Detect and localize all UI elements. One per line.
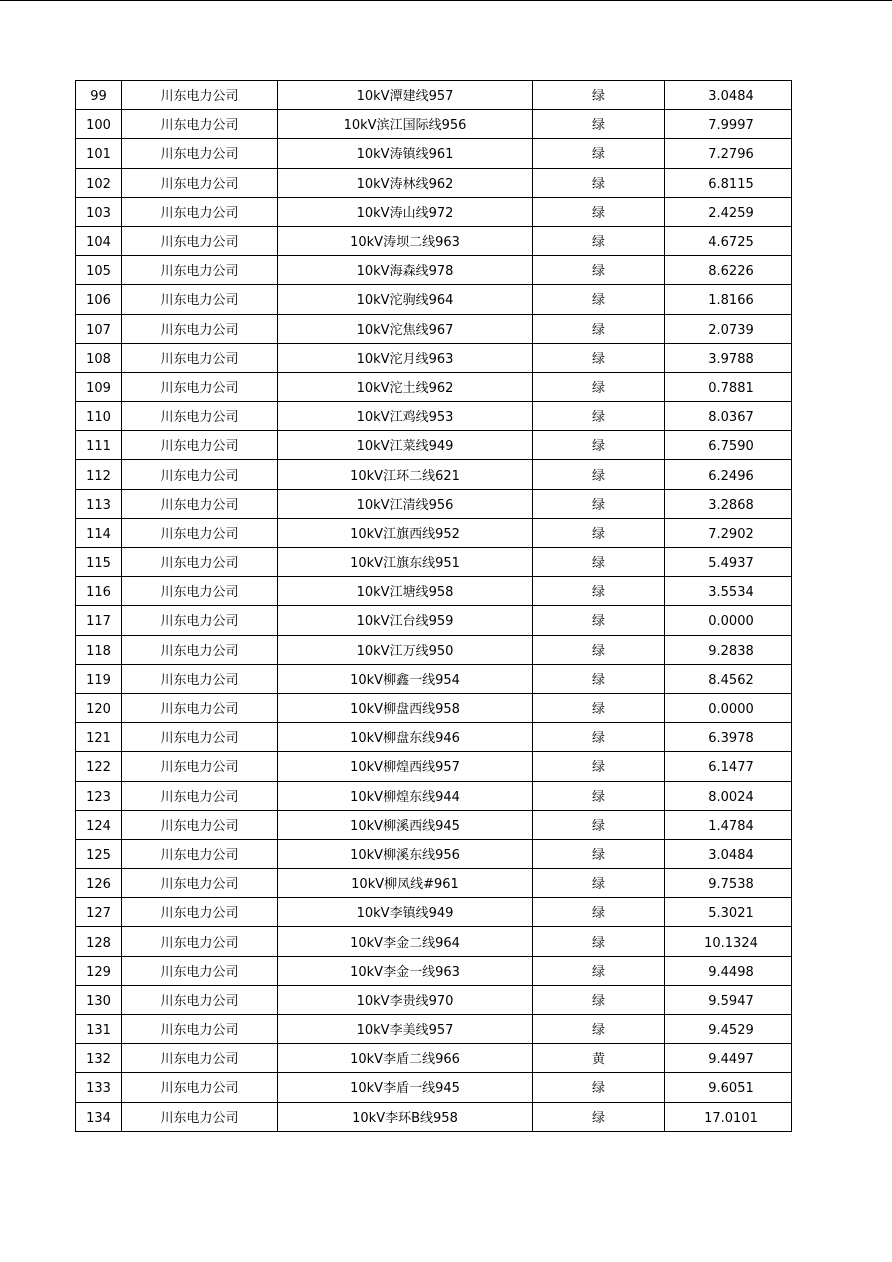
row-number-cell: 102	[76, 168, 122, 197]
company-cell: 川东电力公司	[122, 110, 278, 139]
line-name-cell: 10kV江旗西线952	[278, 518, 533, 547]
line-status-table	[75, 80, 792, 1132]
line-name-cell: 10kV李镇线949	[278, 898, 533, 927]
company-cell: 川东电力公司	[122, 139, 278, 168]
status-cell: 绿	[533, 898, 665, 927]
table-row	[76, 927, 792, 956]
line-name-cell: 10kV李金一线963	[278, 956, 533, 985]
company-cell: 川东电力公司	[122, 577, 278, 606]
table-row	[76, 869, 792, 898]
table-row	[76, 723, 792, 752]
line-name-cell: 10kV滨江国际线956	[278, 110, 533, 139]
line-name-cell: 10kV柳溪西线945	[278, 810, 533, 839]
value-cell: 4.6725	[665, 226, 792, 255]
line-name-cell: 10kV李环B线958	[278, 1102, 533, 1131]
table-row	[76, 314, 792, 343]
company-cell: 川东电力公司	[122, 869, 278, 898]
row-number-cell: 126	[76, 869, 122, 898]
value-cell: 9.7538	[665, 869, 792, 898]
line-name-cell: 10kV柳凤线#961	[278, 869, 533, 898]
company-cell: 川东电力公司	[122, 898, 278, 927]
table-row	[76, 606, 792, 635]
table-row	[76, 402, 792, 431]
status-cell: 绿	[533, 1015, 665, 1044]
table-row	[76, 577, 792, 606]
value-cell: 3.5534	[665, 577, 792, 606]
line-name-cell: 10kV李贵线970	[278, 985, 533, 1014]
value-cell: 9.4529	[665, 1015, 792, 1044]
status-cell: 绿	[533, 431, 665, 460]
line-name-cell: 10kV沱焦线967	[278, 314, 533, 343]
line-name-cell: 10kV江万线950	[278, 635, 533, 664]
line-name-cell: 10kV柳鑫一线954	[278, 664, 533, 693]
company-cell: 川东电力公司	[122, 372, 278, 401]
value-cell: 9.5947	[665, 985, 792, 1014]
value-cell: 2.0739	[665, 314, 792, 343]
company-cell: 川东电力公司	[122, 285, 278, 314]
row-number-cell: 117	[76, 606, 122, 635]
line-name-cell: 10kV柳溪东线956	[278, 839, 533, 868]
row-number-cell: 104	[76, 226, 122, 255]
row-number-cell: 106	[76, 285, 122, 314]
company-cell: 川东电力公司	[122, 256, 278, 285]
value-cell: 0.0000	[665, 606, 792, 635]
table-row	[76, 489, 792, 518]
value-cell: 6.3978	[665, 723, 792, 752]
value-cell: 1.8166	[665, 285, 792, 314]
value-cell: 8.0367	[665, 402, 792, 431]
row-number-cell: 114	[76, 518, 122, 547]
row-number-cell: 112	[76, 460, 122, 489]
table-row	[76, 548, 792, 577]
row-number-cell: 128	[76, 927, 122, 956]
value-cell: 0.0000	[665, 693, 792, 722]
table-row	[76, 226, 792, 255]
company-cell: 川东电力公司	[122, 343, 278, 372]
top-border-line	[0, 0, 892, 1]
status-cell: 绿	[533, 1102, 665, 1131]
value-cell: 10.1324	[665, 927, 792, 956]
value-cell: 5.4937	[665, 548, 792, 577]
row-number-cell: 129	[76, 956, 122, 985]
line-name-cell: 10kV涛坝二线963	[278, 226, 533, 255]
company-cell: 川东电力公司	[122, 402, 278, 431]
table-row	[76, 693, 792, 722]
company-cell: 川东电力公司	[122, 226, 278, 255]
company-cell: 川东电力公司	[122, 1015, 278, 1044]
line-name-cell: 10kV涛镇线961	[278, 139, 533, 168]
table-row	[76, 635, 792, 664]
value-cell: 8.0024	[665, 781, 792, 810]
status-cell: 绿	[533, 956, 665, 985]
row-number-cell: 130	[76, 985, 122, 1014]
row-number-cell: 125	[76, 839, 122, 868]
line-name-cell: 10kV江鸡线953	[278, 402, 533, 431]
line-name-cell: 10kV江旗东线951	[278, 548, 533, 577]
company-cell: 川东电力公司	[122, 460, 278, 489]
company-cell: 川东电力公司	[122, 752, 278, 781]
row-number-cell: 100	[76, 110, 122, 139]
value-cell: 3.0484	[665, 839, 792, 868]
status-cell: 绿	[533, 226, 665, 255]
row-number-cell: 108	[76, 343, 122, 372]
company-cell: 川东电力公司	[122, 1044, 278, 1073]
value-cell: 6.2496	[665, 460, 792, 489]
value-cell: 7.2796	[665, 139, 792, 168]
status-cell: 绿	[533, 285, 665, 314]
status-cell: 绿	[533, 548, 665, 577]
status-cell: 绿	[533, 752, 665, 781]
company-cell: 川东电力公司	[122, 839, 278, 868]
table-row	[76, 985, 792, 1014]
table-row	[76, 956, 792, 985]
table-row	[76, 256, 792, 285]
status-cell: 绿	[533, 489, 665, 518]
status-cell: 绿	[533, 635, 665, 664]
table-row	[76, 1044, 792, 1073]
table-body	[76, 81, 792, 1132]
table-row	[76, 1073, 792, 1102]
company-cell: 川东电力公司	[122, 548, 278, 577]
value-cell: 1.4784	[665, 810, 792, 839]
value-cell: 9.4498	[665, 956, 792, 985]
line-name-cell: 10kV柳煌西线957	[278, 752, 533, 781]
value-cell: 6.8115	[665, 168, 792, 197]
table-row	[76, 285, 792, 314]
value-cell: 8.6226	[665, 256, 792, 285]
company-cell: 川东电力公司	[122, 314, 278, 343]
line-name-cell: 10kV李美线957	[278, 1015, 533, 1044]
line-name-cell: 10kV江环二线621	[278, 460, 533, 489]
row-number-cell: 120	[76, 693, 122, 722]
company-cell: 川东电力公司	[122, 606, 278, 635]
row-number-cell: 107	[76, 314, 122, 343]
status-cell: 绿	[533, 168, 665, 197]
status-cell: 绿	[533, 81, 665, 110]
row-number-cell: 105	[76, 256, 122, 285]
value-cell: 17.0101	[665, 1102, 792, 1131]
status-cell: 绿	[533, 518, 665, 547]
company-cell: 川东电力公司	[122, 1102, 278, 1131]
line-name-cell: 10kV江台线959	[278, 606, 533, 635]
value-cell: 3.2868	[665, 489, 792, 518]
row-number-cell: 122	[76, 752, 122, 781]
table-row	[76, 81, 792, 110]
company-cell: 川东电力公司	[122, 168, 278, 197]
table-row	[76, 460, 792, 489]
company-cell: 川东电力公司	[122, 197, 278, 226]
value-cell: 7.2902	[665, 518, 792, 547]
status-cell: 绿	[533, 256, 665, 285]
line-name-cell: 10kV江菜线949	[278, 431, 533, 460]
line-name-cell: 10kV沱驹线964	[278, 285, 533, 314]
table-row	[76, 518, 792, 547]
value-cell: 8.4562	[665, 664, 792, 693]
table-row	[76, 343, 792, 372]
status-cell: 绿	[533, 372, 665, 401]
table-row	[76, 898, 792, 927]
status-cell: 绿	[533, 839, 665, 868]
row-number-cell: 110	[76, 402, 122, 431]
line-name-cell: 10kV涛山线972	[278, 197, 533, 226]
status-cell: 绿	[533, 110, 665, 139]
status-cell: 绿	[533, 343, 665, 372]
company-cell: 川东电力公司	[122, 810, 278, 839]
table-row	[76, 1015, 792, 1044]
status-cell: 绿	[533, 139, 665, 168]
company-cell: 川东电力公司	[122, 723, 278, 752]
value-cell: 0.7881	[665, 372, 792, 401]
status-cell: 绿	[533, 927, 665, 956]
value-cell: 2.4259	[665, 197, 792, 226]
line-name-cell: 10kV柳盘西线958	[278, 693, 533, 722]
status-cell: 绿	[533, 985, 665, 1014]
table-row	[76, 810, 792, 839]
value-cell: 3.0484	[665, 81, 792, 110]
company-cell: 川东电力公司	[122, 81, 278, 110]
row-number-cell: 134	[76, 1102, 122, 1131]
line-name-cell: 10kV李金二线964	[278, 927, 533, 956]
status-cell: 绿	[533, 810, 665, 839]
status-cell: 绿	[533, 460, 665, 489]
table-row	[76, 431, 792, 460]
row-number-cell: 119	[76, 664, 122, 693]
company-cell: 川东电力公司	[122, 927, 278, 956]
row-number-cell: 123	[76, 781, 122, 810]
company-cell: 川东电力公司	[122, 635, 278, 664]
table-row	[76, 1102, 792, 1131]
line-name-cell: 10kV沱土线962	[278, 372, 533, 401]
row-number-cell: 124	[76, 810, 122, 839]
row-number-cell: 131	[76, 1015, 122, 1044]
status-cell: 绿	[533, 723, 665, 752]
row-number-cell: 103	[76, 197, 122, 226]
row-number-cell: 118	[76, 635, 122, 664]
line-name-cell: 10kV江塘线958	[278, 577, 533, 606]
table-row	[76, 752, 792, 781]
company-cell: 川东电力公司	[122, 489, 278, 518]
company-cell: 川东电力公司	[122, 1073, 278, 1102]
status-cell: 绿	[533, 869, 665, 898]
row-number-cell: 116	[76, 577, 122, 606]
value-cell: 9.6051	[665, 1073, 792, 1102]
value-cell: 7.9997	[665, 110, 792, 139]
row-number-cell: 99	[76, 81, 122, 110]
line-name-cell: 10kV李盾一线945	[278, 1073, 533, 1102]
value-cell: 9.2838	[665, 635, 792, 664]
status-cell: 黄	[533, 1044, 665, 1073]
table-row	[76, 781, 792, 810]
company-cell: 川东电力公司	[122, 781, 278, 810]
value-cell: 6.7590	[665, 431, 792, 460]
table-row	[76, 664, 792, 693]
line-name-cell: 10kV海森线978	[278, 256, 533, 285]
table-row	[76, 197, 792, 226]
value-cell: 3.9788	[665, 343, 792, 372]
company-cell: 川东电力公司	[122, 664, 278, 693]
company-cell: 川东电力公司	[122, 985, 278, 1014]
status-cell: 绿	[533, 197, 665, 226]
line-name-cell: 10kV柳煌东线944	[278, 781, 533, 810]
line-name-cell: 10kV涛林线962	[278, 168, 533, 197]
table-row	[76, 110, 792, 139]
status-cell: 绿	[533, 577, 665, 606]
status-cell: 绿	[533, 1073, 665, 1102]
company-cell: 川东电力公司	[122, 431, 278, 460]
value-cell: 9.4497	[665, 1044, 792, 1073]
line-name-cell: 10kV柳盘东线946	[278, 723, 533, 752]
row-number-cell: 111	[76, 431, 122, 460]
row-number-cell: 101	[76, 139, 122, 168]
line-name-cell: 10kV江清线956	[278, 489, 533, 518]
row-number-cell: 121	[76, 723, 122, 752]
value-cell: 6.1477	[665, 752, 792, 781]
row-number-cell: 127	[76, 898, 122, 927]
company-cell: 川东电力公司	[122, 956, 278, 985]
value-cell: 5.3021	[665, 898, 792, 927]
status-cell: 绿	[533, 664, 665, 693]
row-number-cell: 132	[76, 1044, 122, 1073]
company-cell: 川东电力公司	[122, 693, 278, 722]
status-cell: 绿	[533, 606, 665, 635]
line-name-cell: 10kV李盾二线966	[278, 1044, 533, 1073]
table-row	[76, 372, 792, 401]
company-cell: 川东电力公司	[122, 518, 278, 547]
status-cell: 绿	[533, 781, 665, 810]
row-number-cell: 113	[76, 489, 122, 518]
table-row	[76, 839, 792, 868]
status-cell: 绿	[533, 693, 665, 722]
line-name-cell: 10kV潭建线957	[278, 81, 533, 110]
row-number-cell: 109	[76, 372, 122, 401]
row-number-cell: 115	[76, 548, 122, 577]
table-row	[76, 139, 792, 168]
row-number-cell: 133	[76, 1073, 122, 1102]
status-cell: 绿	[533, 314, 665, 343]
status-cell: 绿	[533, 402, 665, 431]
line-name-cell: 10kV沱月线963	[278, 343, 533, 372]
table-row	[76, 168, 792, 197]
